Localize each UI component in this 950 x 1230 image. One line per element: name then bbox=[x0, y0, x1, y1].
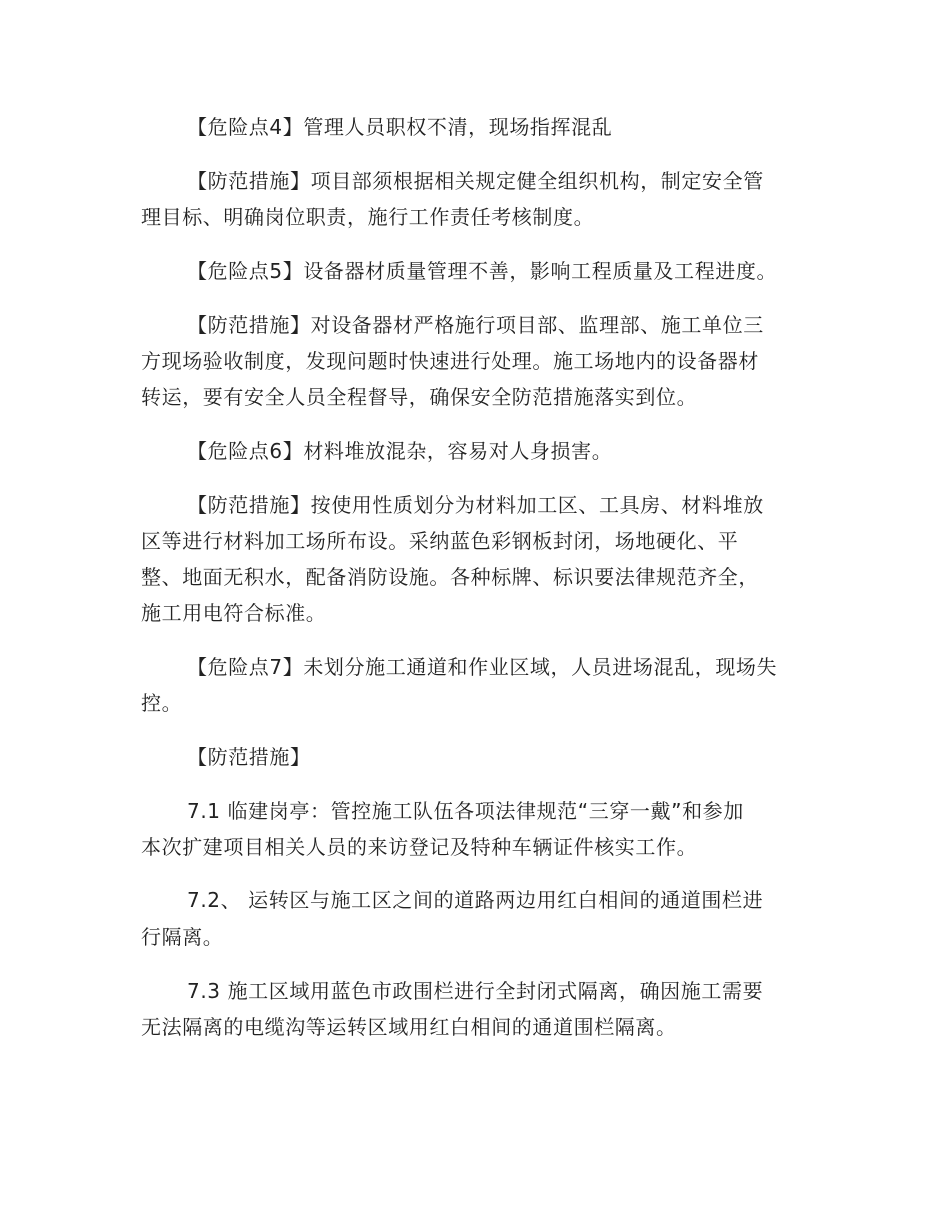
paragraph-6-line-2: 区等进行材料加工场所布设。采纳蓝色彩钢板封闭，场地硬化、平 bbox=[141, 529, 739, 553]
paragraph-9-line-1: 7.1 临建岗亭：管控施工队伍各项法律规范“三穿一戴”和参加 bbox=[187, 799, 744, 823]
paragraph-7-line-1: 【危险点7】未划分施工通道和作业区域，人员进场混乱，现场失 bbox=[187, 655, 778, 679]
paragraph-5-line-1: 【危险点6】材料堆放混杂，容易对人身损害。 bbox=[187, 439, 613, 463]
paragraph-3-line-1: 【危险点5】设备器材质量管理不善，影响工程质量及工程进度。 bbox=[187, 259, 778, 283]
paragraph-8-line-1: 【防范措施】 bbox=[187, 745, 311, 769]
paragraph-1-line-1: 【危险点4】管理人员职权不清，现场指挥混乱 bbox=[187, 115, 613, 139]
paragraph-6-line-3: 整、地面无积水，配备消防设施。各种标牌、标识要法律规范齐全， bbox=[141, 565, 759, 589]
paragraph-4-line-3: 转运，要有安全人员全程督导，确保安全防范措施落实到位。 bbox=[141, 385, 698, 409]
paragraph-10-line-2: 行隔离。 bbox=[141, 925, 224, 949]
paragraph-6-line-4: 施工用电符合标准。 bbox=[141, 601, 327, 625]
paragraph-10-line-1: 7.2、 运转区与施工区之间的道路两边用红白相间的通道围栏进 bbox=[187, 888, 764, 912]
paragraph-7-line-2: 控。 bbox=[141, 691, 183, 715]
paragraph-2-line-2: 理目标、明确岗位职责，施行工作责任考核制度。 bbox=[141, 205, 595, 229]
paragraph-11-line-2: 无法隔离的电缆沟等运转区域用红白相间的通道围栏隔离。 bbox=[141, 1015, 677, 1039]
paragraph-2-line-1: 【防范措施】项目部须根据相关规定健全组织机构，制定安全管 bbox=[187, 169, 764, 193]
paragraph-4-line-2: 方现场验收制度，发现问题时快速进行处理。施工场地内的设备器材 bbox=[141, 349, 759, 373]
paragraph-9-line-2: 本次扩建项目相关人员的来访登记及特种车辆证件核实工作。 bbox=[141, 835, 698, 859]
paragraph-11-line-1: 7.3 施工区域用蓝色市政围栏进行全封闭式隔离，确因施工需要 bbox=[187, 979, 764, 1003]
paragraph-6-line-1: 【防范措施】按使用性质划分为材料加工区、工具房、材料堆放 bbox=[187, 493, 764, 517]
paragraph-4-line-1: 【防范措施】对设备器材严格施行项目部、监理部、施工单位三 bbox=[187, 313, 764, 337]
